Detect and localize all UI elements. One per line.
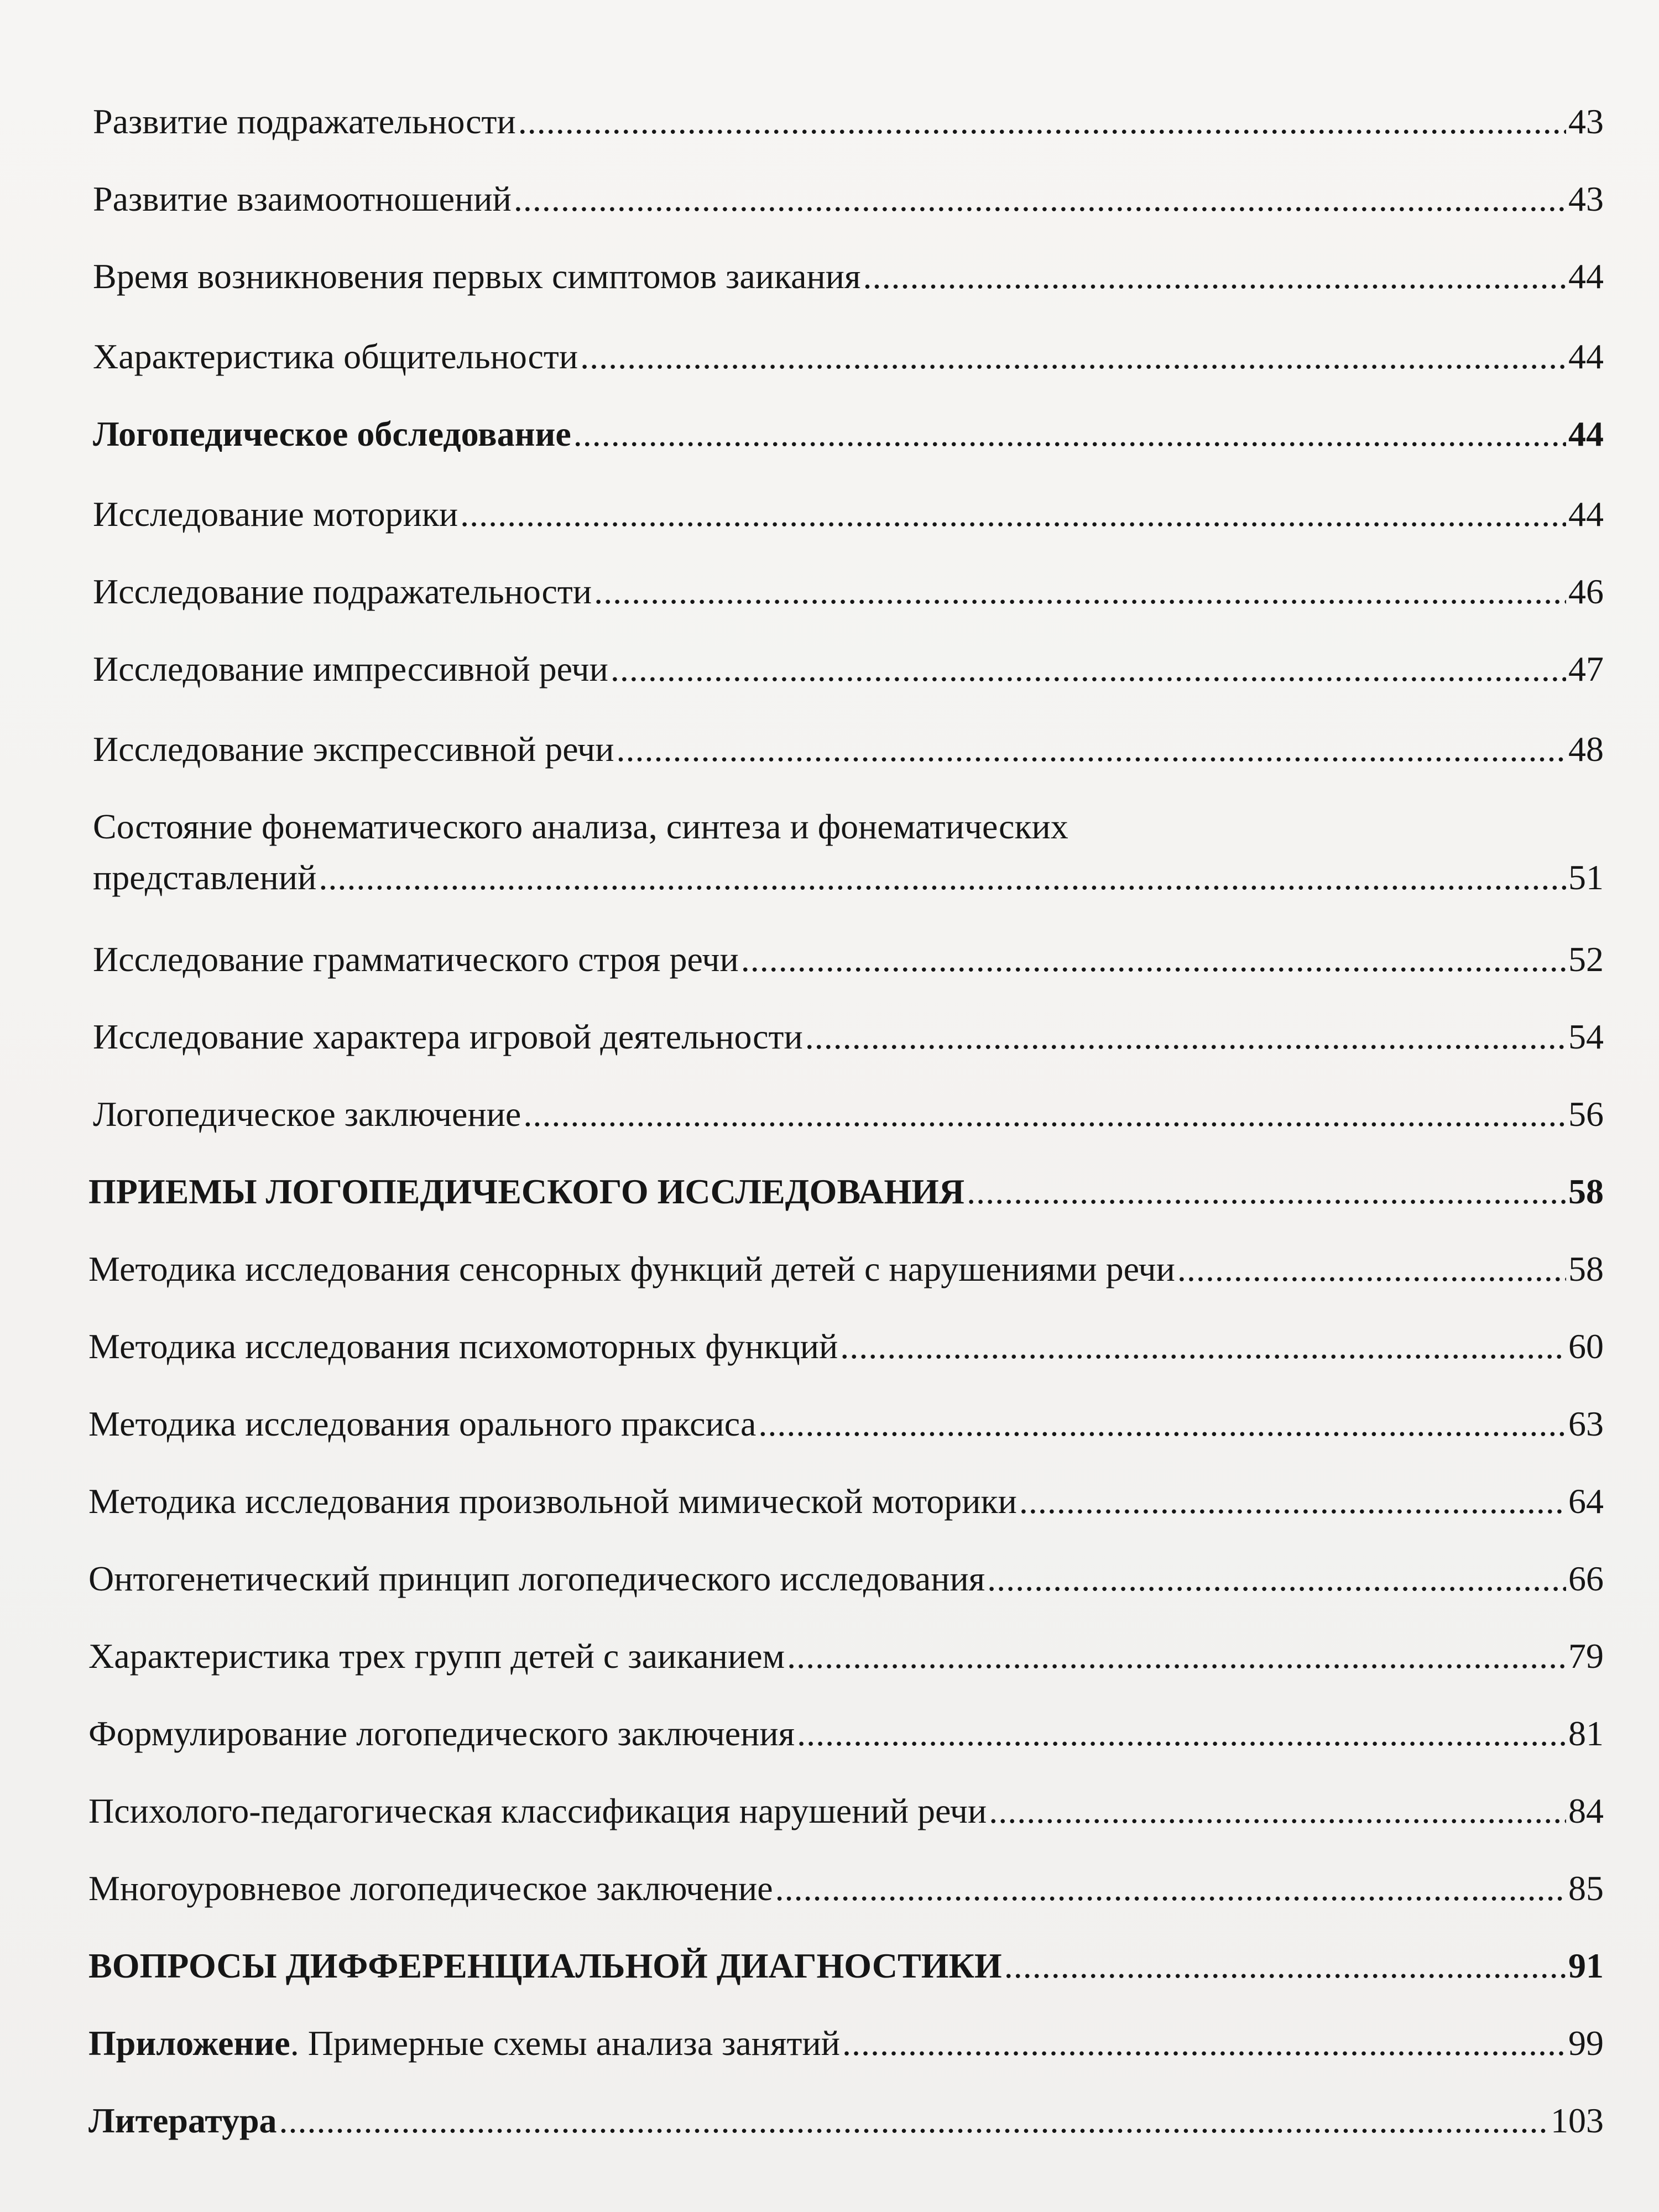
toc-entry	[88, 1557, 1604, 1601]
dot-leader	[840, 1324, 1566, 1369]
toc-entry-title: Характеристика трех групп детей с заиканием	[88, 1636, 785, 1676]
toc-entry-title: Исследование характера игровой деятельности	[93, 1017, 803, 1056]
toc-entry-title: Методика исследования психомоторных функций	[88, 1327, 838, 1366]
toc-entry-multiline	[93, 805, 1604, 900]
toc-entry	[88, 1789, 1604, 1833]
toc-entry-title: Характеристика общительности	[93, 337, 578, 376]
toc-entry-page: 51	[1568, 858, 1604, 897]
dot-leader	[594, 570, 1566, 614]
toc-entry-title: Формулирование логопедического заключения	[88, 1714, 795, 1753]
appendix-description: . Примерные схемы анализа занятий	[290, 2023, 840, 2063]
toc-entry-page: 46	[1568, 572, 1604, 611]
toc-entry	[93, 937, 1604, 982]
dot-leader	[863, 254, 1566, 299]
toc-entry-title: Исследование подражательности	[93, 572, 592, 611]
dot-leader	[319, 855, 1566, 900]
dot-leader	[573, 412, 1566, 456]
toc-entry-page: 44	[1568, 494, 1604, 534]
dot-leader	[805, 1015, 1566, 1059]
toc-entry-page: 99	[1568, 2023, 1604, 2063]
toc-entry-page: 43	[1568, 102, 1604, 141]
toc-entry-title: Исследование импрессивной речи	[93, 649, 608, 688]
toc-entry	[88, 1247, 1604, 1291]
toc-entry-title: Методика исследования орального праксиса	[88, 1404, 757, 1443]
toc-entry	[88, 1324, 1604, 1369]
toc-entry-title: Логопедическое заключение	[93, 1094, 521, 1134]
dot-leader	[611, 647, 1566, 691]
toc-entry-page: 103	[1551, 2101, 1604, 2140]
toc-entry-page: 85	[1568, 1869, 1604, 1908]
toc-entry-title	[88, 2021, 840, 2065]
toc-entry-title: Время возникновения первых симптомов заикания	[93, 257, 861, 296]
toc-entry-page: 58	[1568, 1249, 1604, 1288]
toc-entry	[93, 1092, 1604, 1136]
toc-entry-page: 60	[1568, 1327, 1604, 1366]
toc-entry-page: 63	[1568, 1404, 1604, 1443]
dot-leader	[616, 727, 1566, 771]
toc-entry-page: 91	[1568, 1946, 1604, 1985]
toc-entry-chapter	[88, 1170, 1604, 1214]
toc-entry-title: ПРИЕМЫ ЛОГОПЕДИЧЕСКОГО ИССЛЕДОВАНИЯ	[88, 1172, 965, 1211]
toc-entry-title-line2: представлений	[93, 858, 317, 897]
toc-entry	[88, 1712, 1604, 1756]
dot-leader	[758, 1402, 1566, 1446]
toc-entry-page: 81	[1568, 1714, 1604, 1753]
toc-entry-page: 54	[1568, 1017, 1604, 1056]
toc-entry-title: Логопедическое обследование	[93, 414, 571, 453]
toc-entry	[88, 1866, 1604, 1911]
toc-entry-page: 56	[1568, 1094, 1604, 1134]
toc-entry-title: Онтогенетический принцип логопедического исследования	[88, 1559, 985, 1598]
toc-entry-title: Исследование экспрессивной речи	[93, 729, 614, 769]
toc-entry	[93, 570, 1604, 614]
toc-entry-page: 44	[1568, 414, 1604, 453]
toc-entry-title: Психолого-педагогическая классификация нарушений речи	[88, 1791, 987, 1830]
toc-entry-title: Методика исследования произвольной мимической моторики	[88, 1481, 1017, 1521]
toc-entry-title: Литература	[88, 2101, 277, 2140]
toc-entry-title: Исследование моторики	[93, 494, 458, 534]
dot-leader	[987, 1557, 1566, 1601]
toc-entry	[93, 492, 1604, 536]
dot-leader	[1177, 1247, 1566, 1291]
toc-entry	[93, 177, 1604, 221]
toc-entry	[93, 647, 1604, 691]
toc-entry-page: 64	[1568, 1481, 1604, 1521]
toc-entry-page: 79	[1568, 1636, 1604, 1676]
dot-leader	[1019, 1479, 1566, 1524]
appendix-label: Приложение	[88, 2023, 290, 2063]
table-of-contents	[88, 0, 1604, 2212]
dot-leader	[523, 1092, 1566, 1136]
dot-leader	[989, 1789, 1566, 1833]
dot-leader	[580, 335, 1566, 379]
toc-entry	[93, 727, 1604, 771]
toc-entry	[93, 335, 1604, 379]
dot-leader	[514, 177, 1566, 221]
toc-entry-page: 44	[1568, 257, 1604, 296]
toc-entry-section	[93, 412, 1604, 456]
toc-entry-page: 44	[1568, 337, 1604, 376]
toc-entry-page: 47	[1568, 649, 1604, 688]
toc-entry	[93, 100, 1604, 144]
dot-leader	[741, 937, 1566, 982]
toc-entry-title: Многоуровневое логопедическое заключение	[88, 1869, 773, 1908]
toc-entry-chapter	[88, 1944, 1604, 1988]
toc-entry-title: Развитие взаимоотношений	[93, 179, 512, 218]
toc-entry-literature	[88, 2099, 1604, 2143]
toc-entry-title: ВОПРОСЫ ДИФФЕРЕНЦИАЛЬНОЙ ДИАГНОСТИКИ	[88, 1946, 1002, 1985]
toc-entry-title: Развитие подражательности	[93, 102, 516, 141]
toc-entry-page: 48	[1568, 729, 1604, 769]
dot-leader	[518, 100, 1566, 144]
toc-entry-title-line1: Состояние фонематического анализа, синтеза и фонематических	[93, 807, 1068, 846]
toc-entry	[93, 254, 1604, 299]
dot-leader	[967, 1170, 1566, 1214]
toc-entry-page: 52	[1568, 940, 1604, 979]
dot-leader	[797, 1712, 1566, 1756]
dot-leader	[842, 2021, 1566, 2065]
dot-leader	[775, 1866, 1566, 1911]
toc-entry	[93, 1015, 1604, 1059]
toc-entry	[88, 1402, 1604, 1446]
toc-entry-page: 43	[1568, 179, 1604, 218]
toc-entry-page: 84	[1568, 1791, 1604, 1830]
dot-leader	[460, 492, 1566, 536]
toc-entry-title: Исследование грамматического строя речи	[93, 940, 739, 979]
toc-entry-page: 66	[1568, 1559, 1604, 1598]
toc-entry-appendix	[88, 2021, 1604, 2065]
toc-entry-title: Методика исследования сенсорных функций детей с нарушениями речи	[88, 1249, 1175, 1288]
toc-entry	[88, 1634, 1604, 1678]
dot-leader	[787, 1634, 1566, 1678]
dot-leader	[1004, 1944, 1566, 1988]
toc-entry-page: 58	[1568, 1172, 1604, 1211]
dot-leader	[279, 2099, 1548, 2143]
toc-entry	[88, 1479, 1604, 1524]
